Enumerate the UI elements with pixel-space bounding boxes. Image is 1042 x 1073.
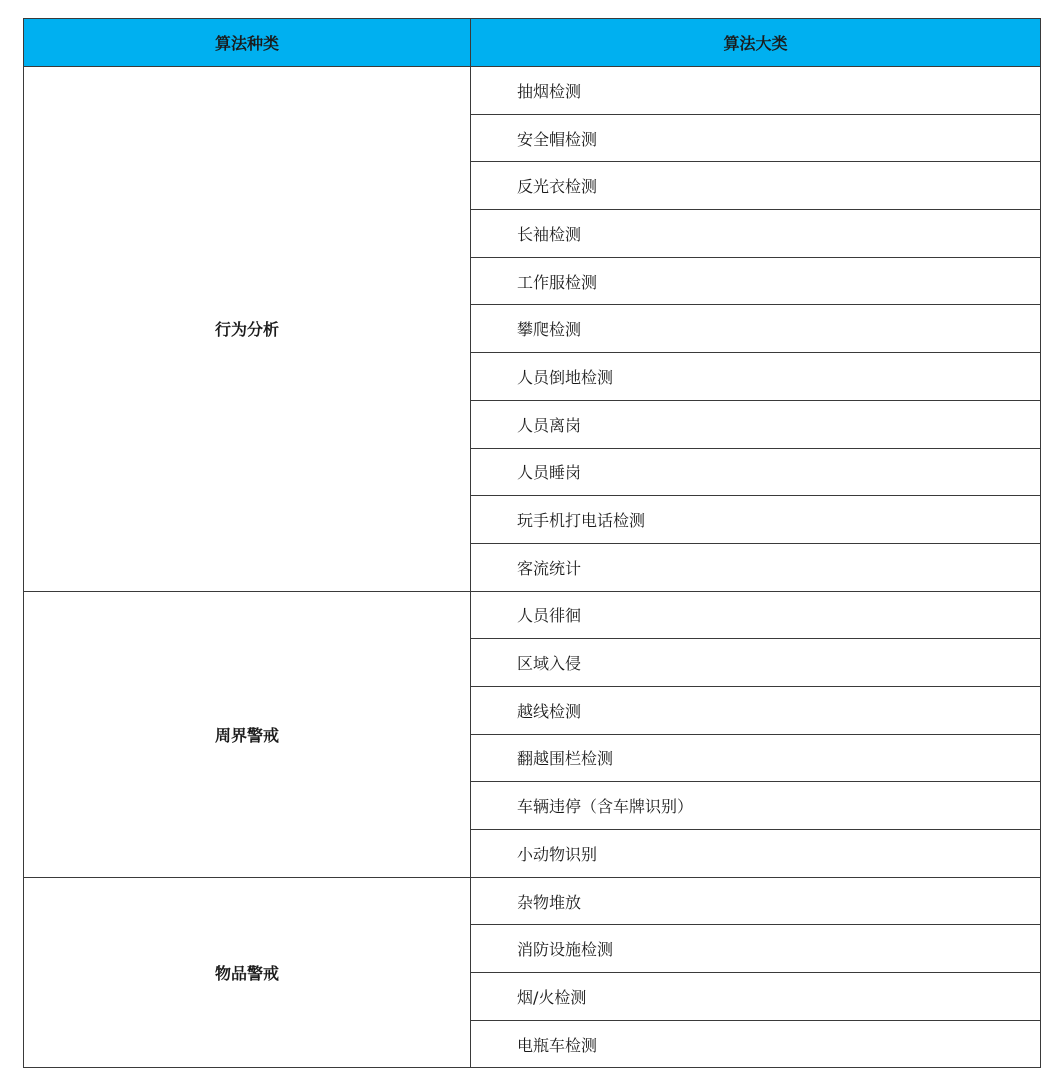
algorithm-item-cell: 人员徘徊 — [471, 591, 1041, 639]
algorithm-item-cell: 翻越围栏检测 — [471, 734, 1041, 782]
category-cell: 行为分析 — [24, 67, 471, 592]
algorithm-item-cell: 区域入侵 — [471, 639, 1041, 687]
algorithm-item-cell: 反光衣检测 — [471, 162, 1041, 210]
algorithm-table — [23, 18, 1041, 1068]
table-body — [24, 67, 1041, 1068]
algorithm-item-cell: 越线检测 — [471, 686, 1041, 734]
algorithm-item-cell: 工作服检测 — [471, 257, 1041, 305]
algorithm-item-cell: 人员离岗 — [471, 400, 1041, 448]
algorithm-item-cell: 消防设施检测 — [471, 925, 1041, 973]
table-header — [24, 19, 1041, 67]
algorithm-item-cell: 玩手机打电话检测 — [471, 496, 1041, 544]
header-algorithm-type: 算法种类 — [24, 19, 471, 67]
algorithm-item-cell: 安全帽检测 — [471, 114, 1041, 162]
algorithm-table-container — [23, 18, 1040, 1068]
algorithm-item-cell: 烟/火检测 — [471, 973, 1041, 1021]
table-row — [24, 67, 1041, 115]
header-row — [24, 19, 1041, 67]
algorithm-item-cell: 人员睡岗 — [471, 448, 1041, 496]
algorithm-item-cell: 车辆违停（含车牌识别） — [471, 782, 1041, 830]
algorithm-item-cell: 长袖检测 — [471, 210, 1041, 258]
category-cell: 物品警戒 — [24, 877, 471, 1068]
algorithm-item-cell: 抽烟检测 — [471, 67, 1041, 115]
table-row — [24, 591, 1041, 639]
header-algorithm-category: 算法大类 — [471, 19, 1041, 67]
algorithm-item-cell: 小动物识别 — [471, 830, 1041, 878]
algorithm-item-cell: 客流统计 — [471, 543, 1041, 591]
algorithm-item-cell: 人员倒地检测 — [471, 353, 1041, 401]
algorithm-item-cell: 电瓶车检测 — [471, 1020, 1041, 1068]
category-cell: 周界警戒 — [24, 591, 471, 877]
algorithm-item-cell: 攀爬检测 — [471, 305, 1041, 353]
table-row — [24, 877, 1041, 925]
algorithm-item-cell: 杂物堆放 — [471, 877, 1041, 925]
